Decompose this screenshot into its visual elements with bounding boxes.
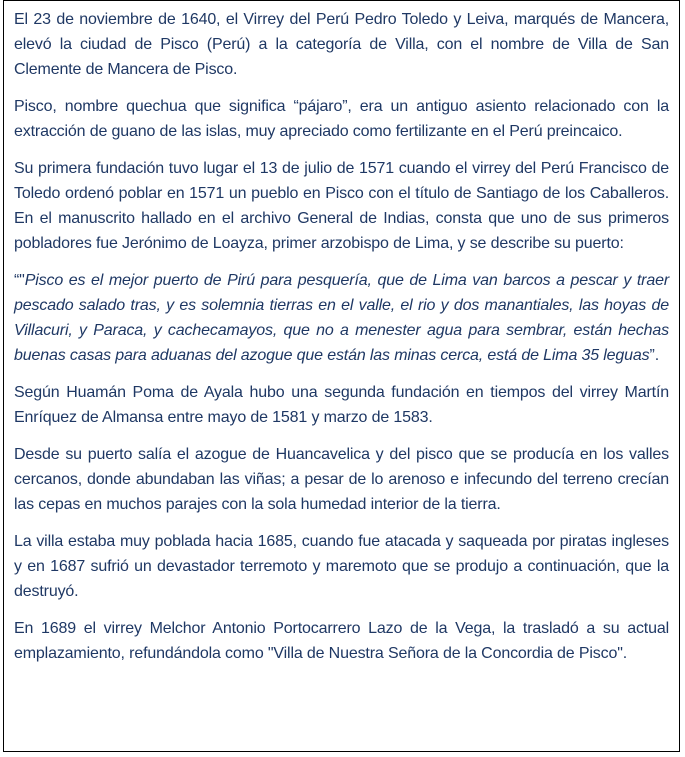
paragraph-3: Su primera fundación tuvo lugar el 13 de julio de 1571 cuando el virrey del Perú Francisco de Toledo ordenó poblar en 1571 un pueblo en Pisco con el título de Santiago de los Caballeros. En el manuscrito hallado en el archivo General de Indias, consta que uno de sus primeros pobladores fue Jerónimo de Loayza, primer arzobispo de Lima, y se describe su puerto: (14, 160, 669, 252)
paragraph-6: Desde su puerto salía el azogue de Huancavelica y del pisco que se producía en los valles cercanos, donde abundaban las viñas; a pesar de lo arenoso e infecundo del terreno crecían las cepas en muchos parajes con la sola humedad interior de la tierra. (14, 446, 669, 513)
quote-text: Pisco es el mejor puerto de Pirú para pesquería, que de Lima van barcos a pescar y traer pescado salado tras, y es solemnia tierras en el valle, el rio y dos manantiales, las hoyas de Villacuri, y Paraca, y cachecamayos, que no a menester agua para sembrar, están hechas buenas casas para aduanas del azogue que están las minas cerca, está de Lima 35 leguas (14, 272, 669, 364)
quote-paragraph (14, 268, 669, 368)
paragraph-5: Según Huamán Poma de Ayala hubo una segunda fundación en tiempos del virrey Martín Enríquez de Almansa entre mayo de 1581 y marzo de 1583. (14, 384, 669, 426)
paragraph-8: En 1689 el virrey Melchor Antonio Portocarrero Lazo de la Vega, la trasladó a su actual emplazamiento, refundándola como "Villa de Nuestra Señora de la Concordia de Pisco". (14, 620, 669, 662)
quote-close-mark: ”. (649, 347, 660, 364)
paragraph-2: Pisco, nombre quechua que significa “pájaro”, era un antiguo asiento relacionado con la extracción de guano de las islas, muy apreciado como fertilizante en el Perú preincaico. (14, 98, 669, 140)
paragraph-7: La villa estaba muy poblada hacia 1685, cuando fue atacada y saqueada por piratas ingleses y en 1687 sufrió un devastador terremoto y maremoto que se produjo a continuación, que la destruyó. (14, 533, 669, 600)
paragraph-1: El 23 de noviembre de 1640, el Virrey del Perú Pedro Toledo y Leiva, marqués de Mancera, elevó la ciudad de Pisco (Perú) a la categoría de Villa, con el nombre de Villa de San Clemente de Mancera de Pisco. (14, 11, 669, 78)
quote-open-mark: “" (14, 272, 25, 289)
text-box (3, 0, 680, 752)
